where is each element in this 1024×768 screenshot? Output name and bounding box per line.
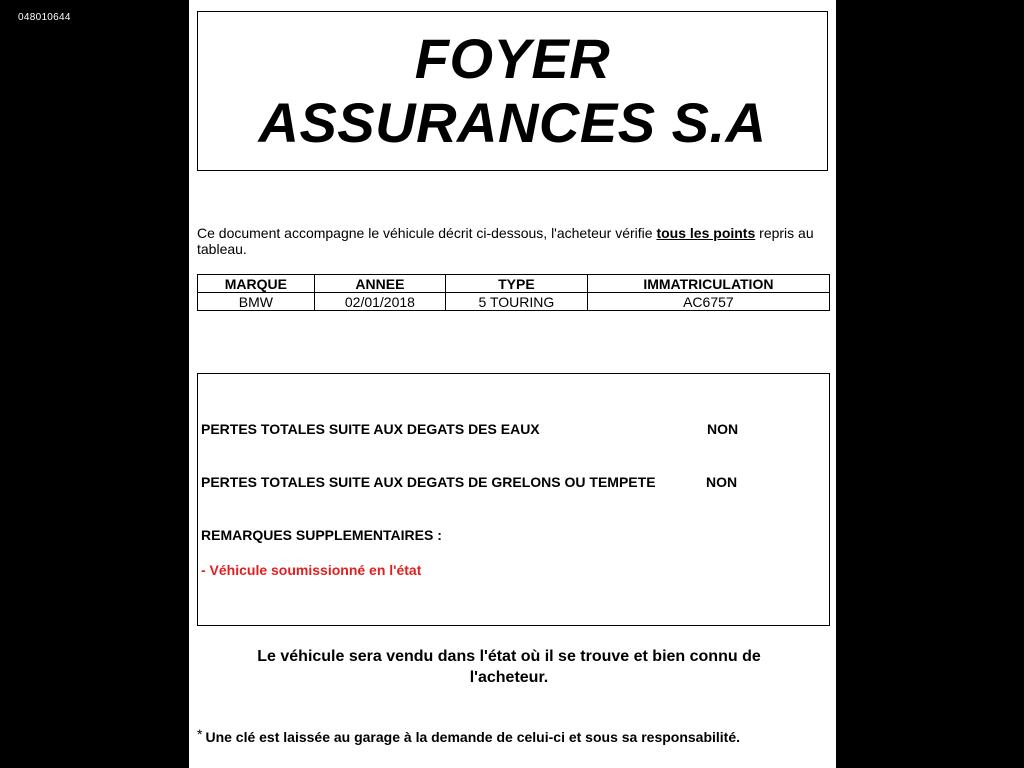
footnote [197,726,741,745]
header-immatriculation: IMMATRICULATION [587,275,829,293]
water-damage-label: PERTES TOTALES SUITE AUX DEGATS DES EAUX [201,421,540,437]
header-marque: MARQUE [198,275,315,293]
intro-text-before: Ce document accompagne le véhicule décrit ci-dessous, l'acheteur vérifie [197,225,657,241]
document-id: 048010644 [18,12,71,23]
title-box [197,11,828,171]
intro-text-after: repris au tableau. [197,225,814,257]
table-row [198,293,830,311]
remarks-label: REMARQUES SUPPLEMENTAIRES : [201,527,442,543]
sale-notice [189,646,829,688]
intro-paragraph [197,225,817,257]
title-line-1: FOYER [414,27,611,90]
vehicle-table [197,274,830,311]
cell-marque: BMW [198,293,315,311]
document-page [189,0,836,768]
footnote-star: * [197,726,203,742]
sale-notice-line-2: l'acheteur. [469,669,549,686]
water-damage-value: NON [707,421,739,437]
details-box [197,373,830,626]
title-line-2: ASSURANCES S.A [258,91,767,154]
cell-immatriculation: AC6757 [587,293,829,311]
table-header-row [198,275,830,293]
hail-damage-label: PERTES TOTALES SUITE AUX DEGATS DE GRELONS OU TEMPETE [201,474,656,490]
cell-annee: 02/01/2018 [314,293,445,311]
header-annee: ANNEE [314,275,445,293]
remark-item: - Véhicule soumissionné en l'état [201,562,422,578]
cell-type: 5 TOURING [446,293,588,311]
sale-notice-line-1: Le véhicule sera vendu dans l'état où il se trouve et bien connu de [257,648,761,665]
header-type: TYPE [446,275,588,293]
footnote-text: Une clé est laissée au garage à la demande de celui-ci et sous sa responsabilité. [205,729,741,745]
intro-emphasis: tous les points [656,225,756,241]
hail-damage-value: NON [706,474,738,490]
